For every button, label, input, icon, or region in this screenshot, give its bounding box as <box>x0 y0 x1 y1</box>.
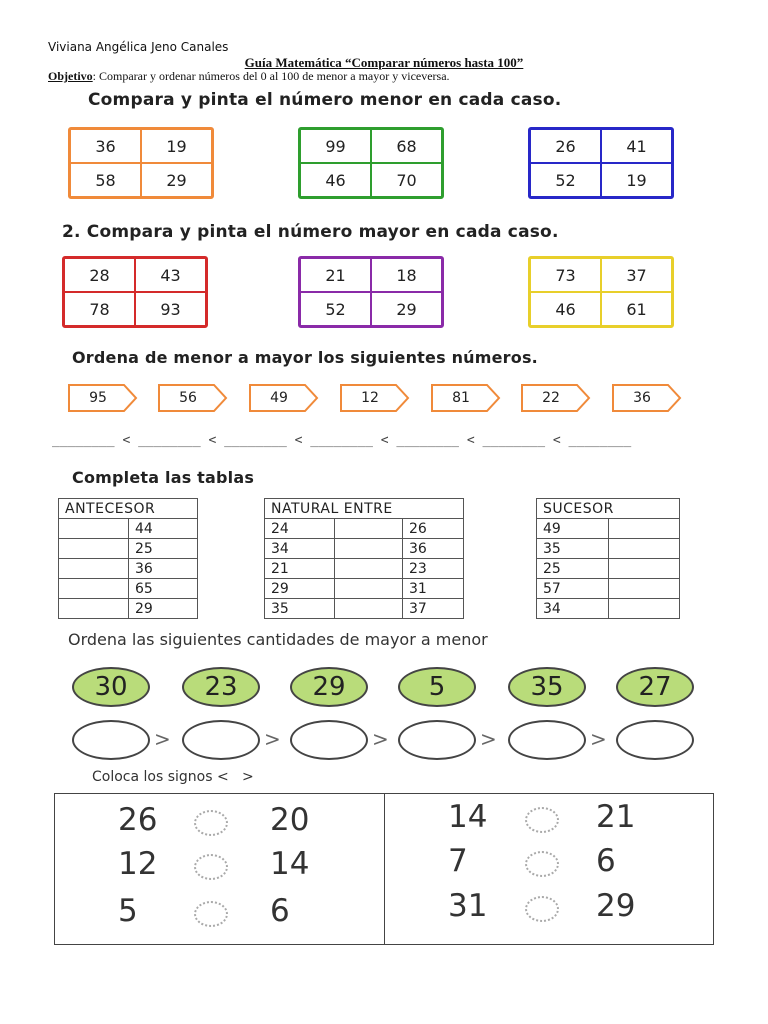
grid-cell[interactable]: 26 <box>530 129 601 163</box>
value-cell: 44 <box>129 519 198 539</box>
grid-cell[interactable]: 99 <box>300 129 371 163</box>
section3-heading: Ordena de menor a mayor los siguientes números. <box>72 348 538 367</box>
sucesor-table <box>536 498 680 619</box>
compare-number: 7 <box>448 843 468 879</box>
number-tag <box>340 384 410 412</box>
blank-cell[interactable] <box>609 579 680 599</box>
blank-cell[interactable] <box>609 599 680 619</box>
answer-oval[interactable] <box>72 720 150 760</box>
grid-cell[interactable]: 28 <box>64 258 135 292</box>
value-cell: 49 <box>537 519 609 539</box>
natural-entre-table <box>264 498 464 619</box>
answer-oval[interactable] <box>182 720 260 760</box>
grid-cell[interactable]: 41 <box>601 129 672 163</box>
grid-cell[interactable]: 46 <box>530 292 601 326</box>
value-cell: 34 <box>265 539 335 559</box>
grid-cell[interactable]: 52 <box>530 163 601 197</box>
grid-cell[interactable]: 18 <box>371 258 442 292</box>
value-cell: 35 <box>265 599 335 619</box>
grid-cell[interactable]: 29 <box>141 163 212 197</box>
table-row <box>537 539 680 559</box>
answer-oval[interactable] <box>398 720 476 760</box>
compare-number: 21 <box>596 799 636 835</box>
sign-blank[interactable] <box>525 807 559 833</box>
table-row <box>265 579 464 599</box>
tag-number: 95 <box>89 390 107 406</box>
sign-blank[interactable] <box>525 851 559 877</box>
greater-than-sign: > <box>372 727 389 751</box>
antecesor-table <box>58 498 198 619</box>
table-row <box>59 579 198 599</box>
compare-number: 6 <box>270 893 290 929</box>
value-cell: 29 <box>129 599 198 619</box>
blank-cell[interactable] <box>59 579 129 599</box>
sucesor-header: SUCESOR <box>537 499 680 519</box>
section2-heading: 2. Compara y pinta el número mayor en cada caso. <box>62 222 559 242</box>
value-cell: 57 <box>537 579 609 599</box>
table-row <box>265 599 464 619</box>
blank-cell[interactable] <box>609 519 680 539</box>
answer-oval[interactable] <box>508 720 586 760</box>
compare-number: 12 <box>118 846 158 882</box>
blank-cell[interactable] <box>609 559 680 579</box>
tag-number: 12 <box>361 390 379 406</box>
number-grid <box>62 256 208 328</box>
blank-cell[interactable] <box>335 599 403 619</box>
grid-cell[interactable]: 93 <box>135 292 206 326</box>
compare-number: 26 <box>118 802 158 838</box>
greater-than-sign: > <box>264 727 281 751</box>
number-grid <box>298 127 444 199</box>
value-cell: 36 <box>129 559 198 579</box>
blank-cell[interactable] <box>59 559 129 579</box>
grid-cell[interactable]: 29 <box>371 292 442 326</box>
grid-cell[interactable]: 52 <box>300 292 371 326</box>
table-row <box>537 599 680 619</box>
number-oval: 5 <box>398 667 476 707</box>
grid-cell[interactable]: 21 <box>300 258 371 292</box>
section6-heading: Coloca los signos < > <box>92 769 254 785</box>
number-tag <box>249 384 319 412</box>
number-grid <box>298 256 444 328</box>
greater-than-sign: > <box>590 727 607 751</box>
compare-number: 29 <box>596 888 636 924</box>
blank-cell[interactable] <box>335 559 403 579</box>
value-cell: 25 <box>129 539 198 559</box>
objective-text: : Comparar y ordenar números del 0 al 100 de menor a mayor y viceversa. <box>92 69 450 83</box>
tag-number: 49 <box>270 390 288 406</box>
value-cell: 65 <box>129 579 198 599</box>
blank-cell[interactable] <box>335 539 403 559</box>
objective-label: Objetivo <box>48 69 93 83</box>
number-oval: 35 <box>508 667 586 707</box>
value-cell: 37 <box>403 599 464 619</box>
table-row <box>265 519 464 539</box>
number-tag <box>431 384 501 412</box>
value-cell: 24 <box>265 519 335 539</box>
section5-heading: Ordena las siguientes cantidades de mayor a menor <box>68 630 488 649</box>
greater-than-sign: > <box>154 727 171 751</box>
number-grid <box>68 127 214 199</box>
grid-cell[interactable]: 70 <box>371 163 442 197</box>
sign-blank[interactable] <box>194 901 228 927</box>
section4-heading: Completa las tablas <box>72 468 255 487</box>
value-cell: 29 <box>265 579 335 599</box>
number-grid <box>528 256 674 328</box>
grid-cell[interactable]: 43 <box>135 258 206 292</box>
value-cell: 21 <box>265 559 335 579</box>
antecesor-header: ANTECESOR <box>59 499 198 519</box>
number-grid <box>528 127 674 199</box>
blank-cell[interactable] <box>335 579 403 599</box>
table-row <box>537 519 680 539</box>
number-tag <box>68 384 138 412</box>
blank-cell[interactable] <box>335 519 403 539</box>
table-row <box>59 599 198 619</box>
compare-number: 14 <box>448 799 488 835</box>
value-cell: 31 <box>403 579 464 599</box>
table-row <box>265 559 464 579</box>
blank-cell[interactable] <box>59 539 129 559</box>
number-oval: 23 <box>182 667 260 707</box>
number-tag <box>521 384 591 412</box>
author-name: Viviana Angélica Jeno Canales <box>48 40 229 54</box>
grid-cell[interactable]: 58 <box>70 163 141 197</box>
sign-blank[interactable] <box>525 896 559 922</box>
objective <box>48 69 450 84</box>
grid-cell[interactable]: 19 <box>601 163 672 197</box>
blank-cell[interactable] <box>59 519 129 539</box>
answer-line-ascending[interactable]: ________ < ________ < ________ < ________ < ________ < ________ < ________ <box>52 433 632 448</box>
grid-cell[interactable]: 78 <box>64 292 135 326</box>
section1-heading: Compara y pinta el número menor en cada caso. <box>88 90 562 110</box>
number-tag <box>612 384 682 412</box>
value-cell: 23 <box>403 559 464 579</box>
number-oval: 29 <box>290 667 368 707</box>
compare-number: 6 <box>596 843 616 879</box>
answer-oval[interactable] <box>616 720 694 760</box>
compare-number: 5 <box>118 893 138 929</box>
grid-cell[interactable]: 36 <box>70 129 141 163</box>
table-row <box>59 519 198 539</box>
compare-number: 14 <box>270 846 310 882</box>
grid-cell[interactable]: 73 <box>530 258 601 292</box>
table-row <box>59 539 198 559</box>
grid-cell[interactable]: 19 <box>141 129 212 163</box>
blank-cell[interactable] <box>609 539 680 559</box>
value-cell: 34 <box>537 599 609 619</box>
compare-number: 31 <box>448 888 488 924</box>
greater-than-sign: > <box>480 727 497 751</box>
natural-entre-header: NATURAL ENTRE <box>265 499 464 519</box>
value-cell: 36 <box>403 539 464 559</box>
table-row <box>59 559 198 579</box>
tag-number: 56 <box>179 390 197 406</box>
table-row <box>537 559 680 579</box>
answer-oval[interactable] <box>290 720 368 760</box>
tag-number: 36 <box>633 390 651 406</box>
table-row <box>265 539 464 559</box>
tag-number: 81 <box>452 390 470 406</box>
number-oval: 27 <box>616 667 694 707</box>
grid-cell[interactable]: 68 <box>371 129 442 163</box>
table-row <box>537 579 680 599</box>
number-tag <box>158 384 228 412</box>
value-cell: 26 <box>403 519 464 539</box>
page-title: Guía Matemática “Comparar números hasta 100” <box>244 55 524 70</box>
value-cell: 35 <box>537 539 609 559</box>
grid-cell[interactable]: 61 <box>601 292 672 326</box>
sign-blank[interactable] <box>194 810 228 836</box>
grid-cell[interactable]: 37 <box>601 258 672 292</box>
sign-blank[interactable] <box>194 854 228 880</box>
compare-number: 20 <box>270 802 310 838</box>
grid-cell[interactable]: 46 <box>300 163 371 197</box>
tag-number: 22 <box>542 390 560 406</box>
value-cell: 25 <box>537 559 609 579</box>
blank-cell[interactable] <box>59 599 129 619</box>
number-oval: 30 <box>72 667 150 707</box>
